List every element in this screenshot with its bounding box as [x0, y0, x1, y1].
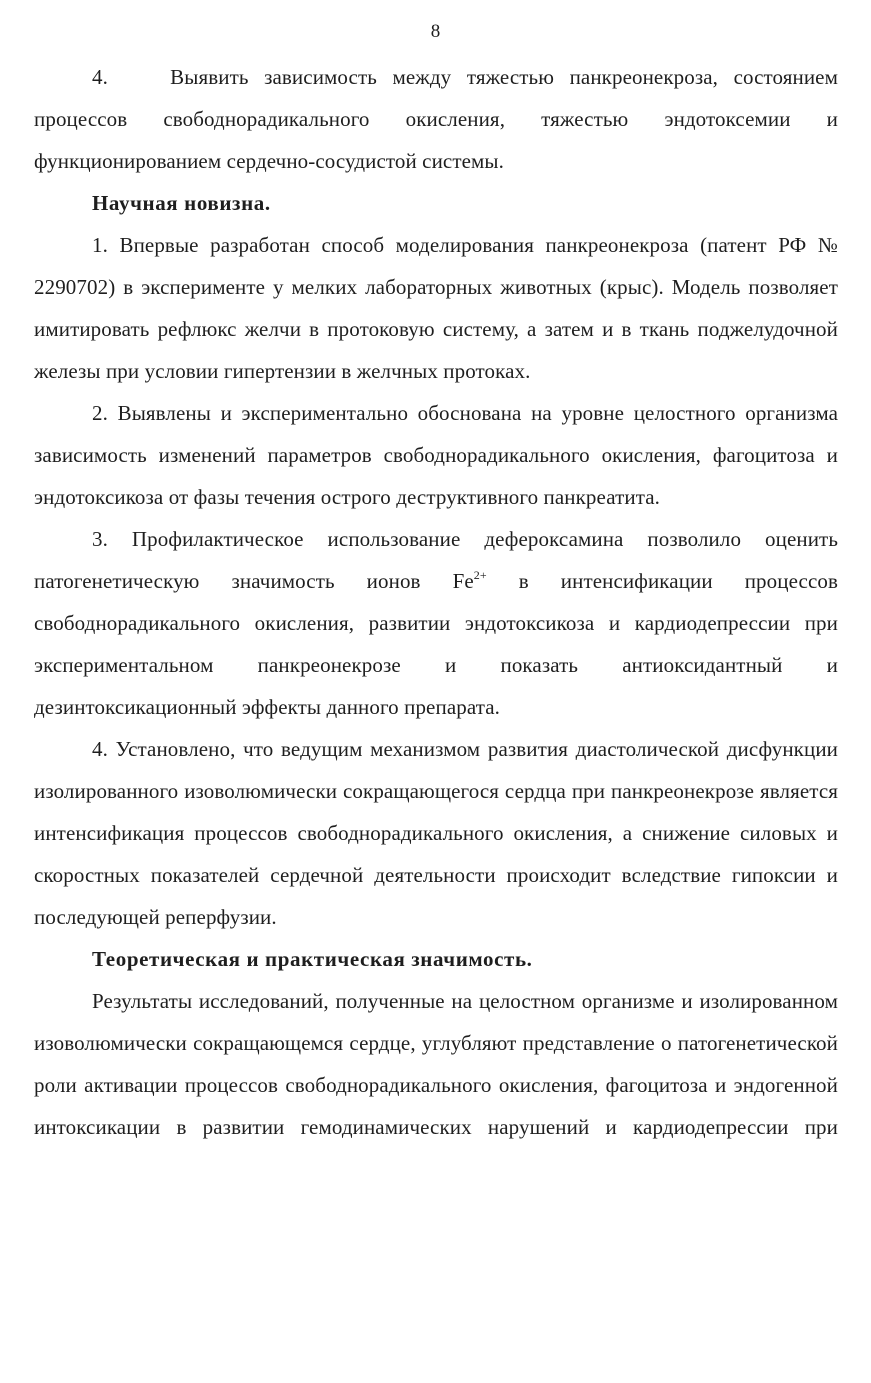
- page-number: 8: [430, 21, 441, 42]
- novelty-item-1: 1. Впервые разработан способ моделирования панкреонекроза (патент РФ № 2290702) в эксперименте у мелких лабораторных животных (крыс). Модель позволяет имитировать рефлюкс желчи в протоковую систему, а затем и в ткань поджелудочной железы при условии гипертензии в желчных протоках.: [34, 233, 838, 383]
- novelty-item-3-text-start: 3. Профилактическое использование дефероксамина позволило оценить патогенетическую значимость ионов Fe: [34, 527, 838, 593]
- section-heading-significance: Теоретическая и практическая значимость.: [92, 947, 533, 971]
- novelty-item-2: 2. Выявлены и экспериментально обоснована на уровне целостного организма зависимость изменений параметров свободнорадикального окисления, фагоцитоза и эндотоксикоза от фазы течения острого деструктивного панкреатита.: [34, 401, 838, 509]
- page-body: [34, 56, 838, 1148]
- objective-item-4: 4. Выявить зависимость между тяжестью панкреонекроза, состоянием процессов свободнорадикального окисления, тяжестью эндотоксемии и функционированием сердечно-сосудистой системы.: [34, 65, 838, 173]
- novelty-item-3: [34, 518, 838, 728]
- novelty-item-4: 4. Установлено, что ведущим механизмом развития диастолической дисфункции изолированного изоволюмически сокращающегося сердца при панкреонекрозе является интенсификация процессов свободнорадикального окисления, а снижение силовых и скоростных показателей сердечной деятельности происходит вследствие гипоксии и последующей реперфузии.: [34, 737, 838, 929]
- section-heading-scientific-novelty: Научная новизна.: [92, 191, 271, 215]
- significance-paragraph: Результаты исследований, полученные на целостном организме и изолированном изоволюмически сокращающемся сердце, углубляют представление о патогенетической роли активации процессов свободнорадикального окисления, фагоцитоза и эндогенной интоксикации в развитии гемодинамических нарушений и кардиодепрессии при: [34, 989, 838, 1139]
- ion-charge-superscript: 2+: [473, 568, 487, 582]
- novelty-item-3-text-end: в интенсификации процессов свободнорадикального окисления, развитии эндотоксикоза и кардиодепрессии при экспериментальном панкреонекрозе и показать антиоксидантный и дезинтоксикационный эффекты данного препарата.: [34, 569, 838, 719]
